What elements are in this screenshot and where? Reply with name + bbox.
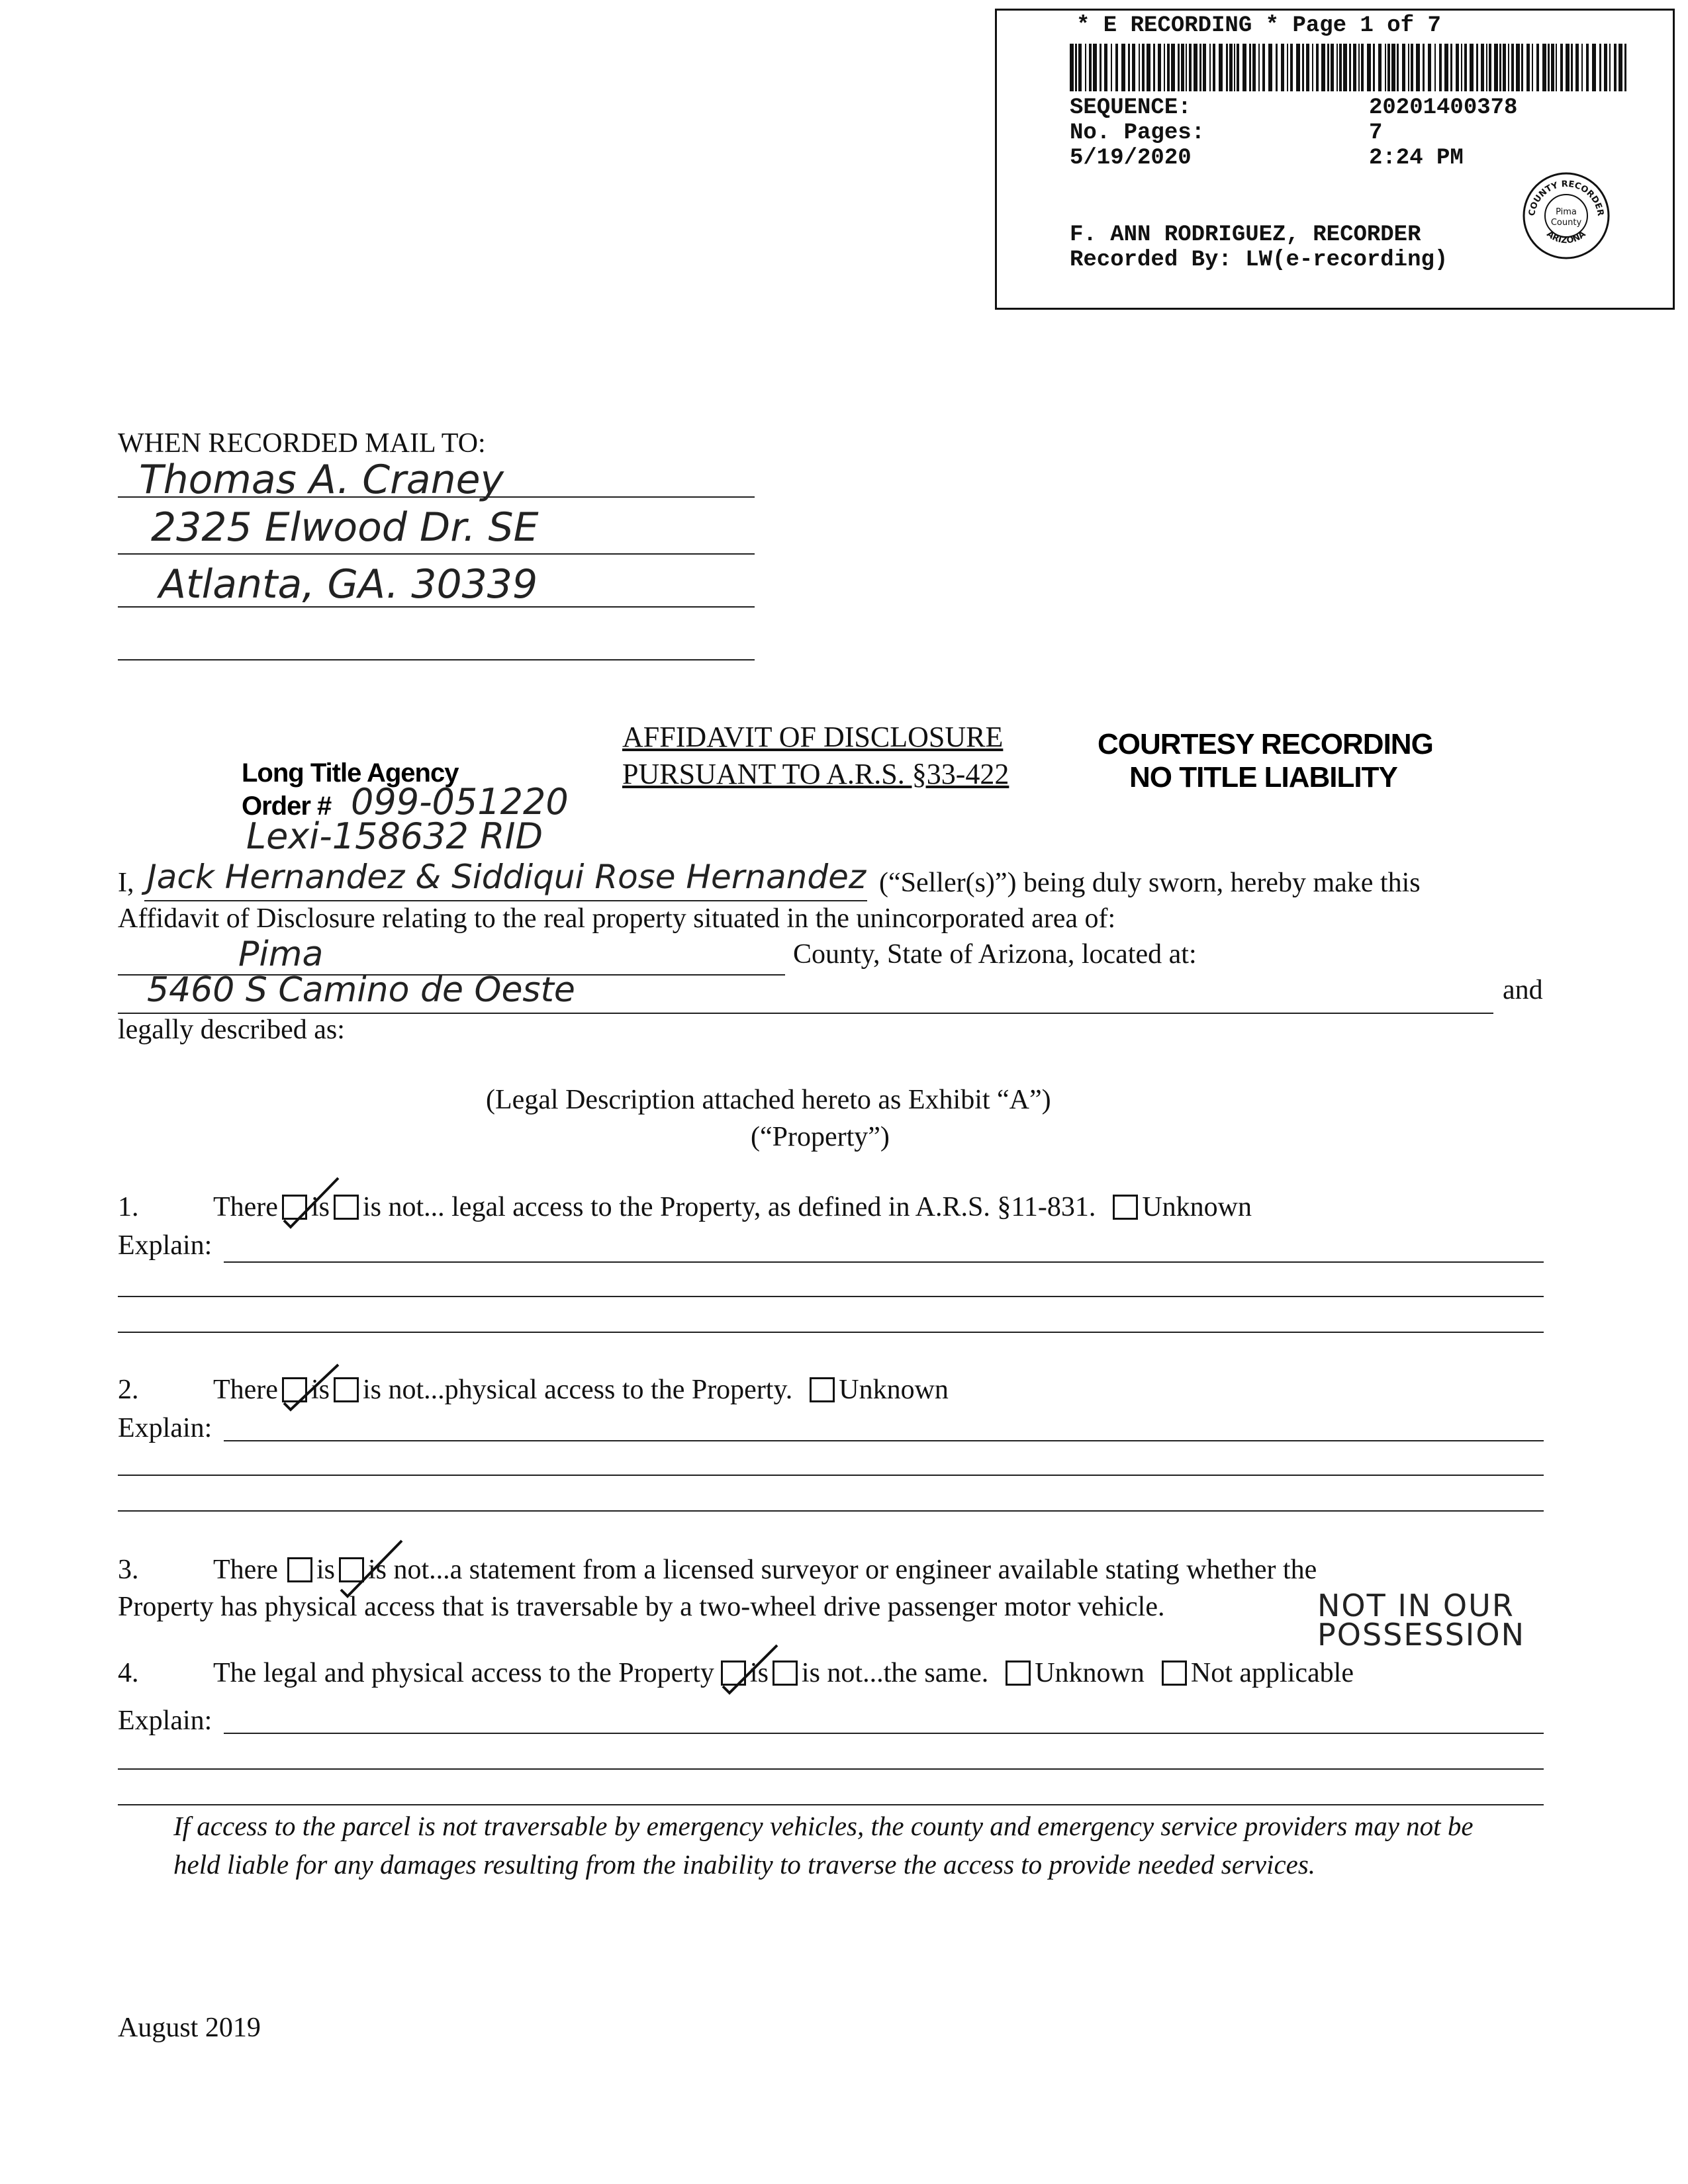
item-1-unknown-label: Unknown xyxy=(1142,1192,1252,1222)
barcode-bar xyxy=(1078,44,1082,91)
barcode-bar xyxy=(1444,44,1448,91)
pages-label: No. Pages: xyxy=(1070,120,1205,146)
barcode-bar xyxy=(1551,44,1554,91)
barcode-bar xyxy=(1139,44,1140,91)
barcode-bar xyxy=(1229,44,1233,91)
barcode-bar xyxy=(1416,44,1420,91)
barcode-bar xyxy=(1402,44,1405,91)
barcode-bar xyxy=(1358,44,1360,91)
barcode-bar xyxy=(1604,44,1607,91)
barcode-bar xyxy=(1213,44,1215,91)
record-time: 2:24 PM xyxy=(1369,146,1464,171)
barcode-bar xyxy=(1526,44,1530,91)
mail-to-line-1 xyxy=(118,496,755,498)
barcode-bar xyxy=(1489,44,1491,91)
item-4-lead: The legal and physical access to the Property xyxy=(213,1658,714,1688)
barcode-bar xyxy=(1499,44,1501,91)
item-2-explain-line-3 xyxy=(118,1510,1544,1512)
seller-suffix: (“Seller(s)”) being duly sworn, hereby make this xyxy=(879,868,1421,898)
order-number-2: Lexi-158632 RID xyxy=(246,815,543,857)
seller-line xyxy=(144,900,867,901)
barcode-bar xyxy=(1167,44,1170,91)
item-2-num: 2. xyxy=(118,1375,139,1405)
barcode-bar xyxy=(1343,44,1347,91)
recorded-by: Recorded By: LW(e-recording) xyxy=(1070,248,1448,273)
barcode-bar xyxy=(1586,44,1589,91)
barcode-bar xyxy=(1089,44,1092,91)
item-4-not-applicable-checkbox[interactable] xyxy=(1162,1661,1187,1686)
courtesy-stamp-line2: NO TITLE LIABILITY xyxy=(1129,761,1397,794)
seal-center-2: County xyxy=(1550,218,1582,228)
item-2-is-not-checkbox[interactable] xyxy=(334,1377,359,1402)
item-3-lead: There xyxy=(213,1555,278,1585)
property-address: 5460 S Camino de Oeste xyxy=(147,970,575,1010)
barcode-bar xyxy=(1464,44,1467,91)
intro-line2: Affidavit of Disclosure relating to the real property situated in the unincorporated area of: xyxy=(118,903,1116,934)
mail-to-line-4 xyxy=(118,659,755,660)
barcode-bar xyxy=(1147,44,1150,91)
item-2-lead: There xyxy=(213,1375,278,1405)
barcode-bar xyxy=(1178,44,1180,91)
sequence-label: SEQUENCE: xyxy=(1070,95,1192,120)
barcode-bar xyxy=(1560,44,1563,91)
barcode-bar xyxy=(1439,44,1442,91)
barcode-bar xyxy=(1511,44,1514,91)
barcode-bar xyxy=(1423,44,1425,91)
record-date: 5/19/2020 xyxy=(1070,146,1192,171)
item-1-is-not-checkbox[interactable] xyxy=(334,1195,359,1220)
item-4-not-applicable-label: Not applicable xyxy=(1190,1658,1354,1688)
barcode-bar xyxy=(1548,44,1550,91)
item-1-explain-label: Explain: xyxy=(118,1230,212,1261)
barcode-bar xyxy=(1268,44,1272,91)
barcode-bar xyxy=(1508,44,1509,91)
intro-prefix: I, xyxy=(118,868,134,898)
barcode-bar xyxy=(1592,44,1596,91)
address-and: and xyxy=(1503,975,1543,1005)
seal-top-text: COUNTY RECORDER xyxy=(1527,179,1605,217)
item-4-is-label: is xyxy=(749,1658,769,1688)
item-2-is-checkbox[interactable] xyxy=(282,1377,307,1402)
barcode-bar xyxy=(1287,44,1288,91)
barcode-bar xyxy=(1411,44,1413,91)
footer-date: August 2019 xyxy=(118,2013,261,2043)
barcode-bar xyxy=(1336,44,1338,91)
barcode-bar xyxy=(1349,44,1351,91)
barcode-bar xyxy=(1252,44,1256,91)
item-3-line2: Property has physical access that is traversable by a two-wheel drive passenger motor vehicle. xyxy=(118,1592,1165,1622)
doc-title-line2: PURSUANT TO A.R.S. §33-422 xyxy=(622,758,1009,790)
item-1-lead: There xyxy=(213,1192,278,1222)
barcode-bar xyxy=(1203,44,1206,91)
barcode-bar xyxy=(1387,44,1390,91)
item-1-unknown-checkbox[interactable] xyxy=(1113,1195,1138,1220)
barcode-bar xyxy=(1276,44,1278,91)
barcode-bar xyxy=(1296,44,1300,91)
item-4-unknown-label: Unknown xyxy=(1035,1658,1145,1688)
item-3-is-checkbox[interactable] xyxy=(287,1557,312,1582)
barcode-bar xyxy=(1581,44,1583,91)
pages-value: 7 xyxy=(1369,120,1383,146)
barcode-bar xyxy=(1199,44,1201,91)
mail-to-city: Atlanta, GA. 30339 xyxy=(159,561,538,608)
barcode-bar xyxy=(1258,44,1260,91)
barcode-bar xyxy=(1181,44,1184,91)
courtesy-stamp-line1: COURTESY RECORDING xyxy=(1098,728,1433,760)
barcode-bar xyxy=(1132,44,1135,91)
barcode-bar xyxy=(1397,44,1399,91)
barcode-bar xyxy=(1281,44,1284,91)
item-1-is-label: is xyxy=(310,1192,330,1222)
barcode-bar xyxy=(1456,44,1459,91)
agency-name-stamp: Long Title Agency xyxy=(242,758,459,788)
barcode-bar xyxy=(1476,44,1478,91)
item-4-num: 4. xyxy=(118,1658,139,1688)
check-mark-icon xyxy=(281,1177,341,1237)
item-3-is-label: is xyxy=(316,1555,335,1585)
item-1-explain-line-1 xyxy=(224,1261,1544,1263)
barcode-bar xyxy=(1571,44,1573,91)
barcode-bar xyxy=(1461,44,1462,91)
barcode-bar xyxy=(1575,44,1579,91)
legally-described: legally described as: xyxy=(118,1015,345,1045)
barcode-bar xyxy=(1243,44,1246,91)
item-2-explain-label: Explain: xyxy=(118,1413,212,1443)
barcode-bar xyxy=(1237,44,1239,91)
barcode-bar xyxy=(1494,44,1498,91)
barcode-bar xyxy=(1481,44,1484,91)
item-2-unknown-checkbox[interactable] xyxy=(810,1377,835,1402)
item-4-is-checkbox[interactable] xyxy=(721,1661,746,1686)
item-4-explain-line-3 xyxy=(118,1804,1544,1805)
barcode-bar xyxy=(1093,44,1097,91)
barcode-bar xyxy=(1339,44,1342,91)
barcode-bar xyxy=(1226,44,1228,91)
barcode-bar xyxy=(1470,44,1474,91)
item-2-unknown-label: Unknown xyxy=(839,1375,949,1405)
barcode-bar xyxy=(1171,44,1175,91)
barcode-bar xyxy=(1070,44,1074,91)
barcode-bar xyxy=(1599,44,1601,91)
barcode-bar xyxy=(1189,44,1192,91)
mail-to-label: WHEN RECORDED MAIL TO: xyxy=(118,428,486,459)
barcode-bar xyxy=(1153,44,1155,91)
seller-names: Jack Hernandez & Siddiqui Rose Hernandez xyxy=(147,858,867,896)
barcode-bar xyxy=(1316,44,1319,91)
barcode-bar xyxy=(1516,44,1520,91)
barcode-bar xyxy=(1556,44,1557,91)
recording-box xyxy=(995,9,1675,310)
barcode-bar xyxy=(1186,44,1187,91)
barcode-bar xyxy=(1408,44,1409,91)
barcode-bar xyxy=(1373,44,1375,91)
barcode-bar xyxy=(1306,44,1309,91)
mail-to-street: 2325 Elwood Dr. SE xyxy=(151,504,539,551)
barcode-bar xyxy=(1391,44,1395,91)
item-3 xyxy=(118,1554,1317,1586)
county-name: Pima xyxy=(238,934,324,974)
barcode-bar xyxy=(1249,44,1251,91)
barcode-bar xyxy=(1115,44,1118,91)
item-4-explain-line-2 xyxy=(118,1768,1544,1770)
check-mark-icon xyxy=(281,1359,341,1420)
barcode-bar xyxy=(1536,44,1539,91)
doc-title-line1: AFFIDAVIT OF DISCLOSURE xyxy=(622,721,1004,753)
item-2 xyxy=(118,1374,949,1406)
item-4-unknown-checkbox[interactable] xyxy=(1006,1661,1031,1686)
barcode-bar xyxy=(1104,44,1107,91)
barcode-bar xyxy=(1121,44,1125,91)
barcode-bar xyxy=(1532,44,1533,91)
barcode-bar xyxy=(1312,44,1313,91)
barcode-bar xyxy=(1367,44,1371,91)
item-1-is-not-label: is not... legal access to the Property, as defined in A.R.S. §11-831. xyxy=(362,1192,1096,1222)
item-3-is-not-label: is not...a statement from a licensed surveyor or engineer available stating whether the xyxy=(367,1555,1317,1585)
barcode-bar xyxy=(1194,44,1197,91)
sequence-value: 20201400378 xyxy=(1369,95,1518,120)
barcode-bar xyxy=(1100,44,1102,91)
check-mark-icon xyxy=(720,1643,780,1703)
barcode-bar xyxy=(1542,44,1546,91)
barcode-bar xyxy=(1234,44,1235,91)
item-1-explain-line-2 xyxy=(118,1296,1544,1297)
barcode-bar xyxy=(1486,44,1487,91)
seal-center-1: Pima xyxy=(1556,207,1577,217)
barcode xyxy=(1070,44,1632,91)
barcode-bar xyxy=(1075,44,1077,91)
barcode-bar xyxy=(1428,44,1431,91)
legal-description-note: (Legal Description attached hereto as Exhibit “A”) xyxy=(486,1085,1051,1115)
barcode-bar xyxy=(1327,44,1329,91)
item-3-is-not-checkbox[interactable] xyxy=(339,1557,364,1582)
item-3-num: 3. xyxy=(118,1555,139,1585)
item-4-explain-label: Explain: xyxy=(118,1706,212,1736)
mail-to-line-3 xyxy=(118,606,755,608)
seal-bottom-text: ARIZONA xyxy=(1544,229,1588,246)
item-1-num: 1. xyxy=(118,1192,139,1222)
barcode-bar xyxy=(1609,44,1611,91)
barcode-bar xyxy=(1521,44,1523,91)
property-note: (“Property”) xyxy=(751,1122,890,1152)
order-label-stamp: Order # xyxy=(242,792,332,821)
mail-to-line-2 xyxy=(118,553,755,555)
barcode-bar xyxy=(1385,44,1386,91)
recorder-name: F. ANN RODRIGUEZ, RECORDER xyxy=(1070,222,1421,248)
barcode-bar xyxy=(1353,44,1356,91)
barcode-bar xyxy=(1321,44,1325,91)
recording-header: * E RECORDING * Page 1 of 7 xyxy=(1076,13,1441,38)
barcode-bar xyxy=(1566,44,1570,91)
barcode-bar xyxy=(1331,44,1334,91)
barcode-bar xyxy=(1434,44,1436,91)
barcode-bar xyxy=(1085,44,1086,91)
item-1-explain-line-3 xyxy=(118,1332,1544,1333)
barcode-bar xyxy=(1128,44,1130,91)
barcode-bar xyxy=(1614,44,1617,91)
item-2-is-not-label: is not...physical access to the Property. xyxy=(362,1375,793,1405)
item-2-is-label: is xyxy=(310,1375,330,1405)
item-4-is-not-label: is not...the same. xyxy=(801,1658,989,1688)
item-4-is-not-checkbox[interactable] xyxy=(773,1661,798,1686)
barcode-bar xyxy=(1624,44,1626,91)
svg-text:ARIZONA xyxy=(1544,229,1587,246)
barcode-bar xyxy=(1209,44,1211,91)
barcode-bar xyxy=(1219,44,1223,91)
mail-to-name: Thomas A. Craney xyxy=(139,457,504,503)
barcode-bar xyxy=(1302,44,1304,91)
item-4 xyxy=(118,1657,1354,1689)
barcode-bar xyxy=(1164,44,1165,91)
item-1-is-checkbox[interactable] xyxy=(282,1195,307,1220)
item-4-explain-line-1 xyxy=(224,1733,1544,1734)
barcode-bar xyxy=(1378,44,1382,91)
item-2-explain-line-1 xyxy=(224,1440,1544,1441)
barcode-bar xyxy=(1262,44,1265,91)
item-3-handwritten-note: NOT IN OUR POSSESSION xyxy=(1317,1588,1525,1653)
barcode-bar xyxy=(1290,44,1293,91)
county-recorder-seal xyxy=(1520,169,1613,262)
barcode-bar xyxy=(1142,44,1145,91)
barcode-bar xyxy=(1111,44,1112,91)
emergency-disclaimer: If access to the parcel is not traversable by emergency vehicles, the county and emergency service providers may not be held liable for any damages resulting from the inability to traverse the access to provide needed services. xyxy=(173,1811,1474,1880)
item-1 xyxy=(118,1191,1252,1223)
order-number: 099-051220 xyxy=(351,781,569,823)
item-2-explain-line-2 xyxy=(118,1475,1544,1476)
county-suffix: County, State of Arizona, located at: xyxy=(793,939,1197,970)
barcode-bar xyxy=(1158,44,1161,91)
barcode-bar xyxy=(1618,44,1622,91)
barcode-bar xyxy=(1361,44,1364,91)
barcode-bar xyxy=(1503,44,1506,91)
barcode-bar xyxy=(1450,44,1452,91)
